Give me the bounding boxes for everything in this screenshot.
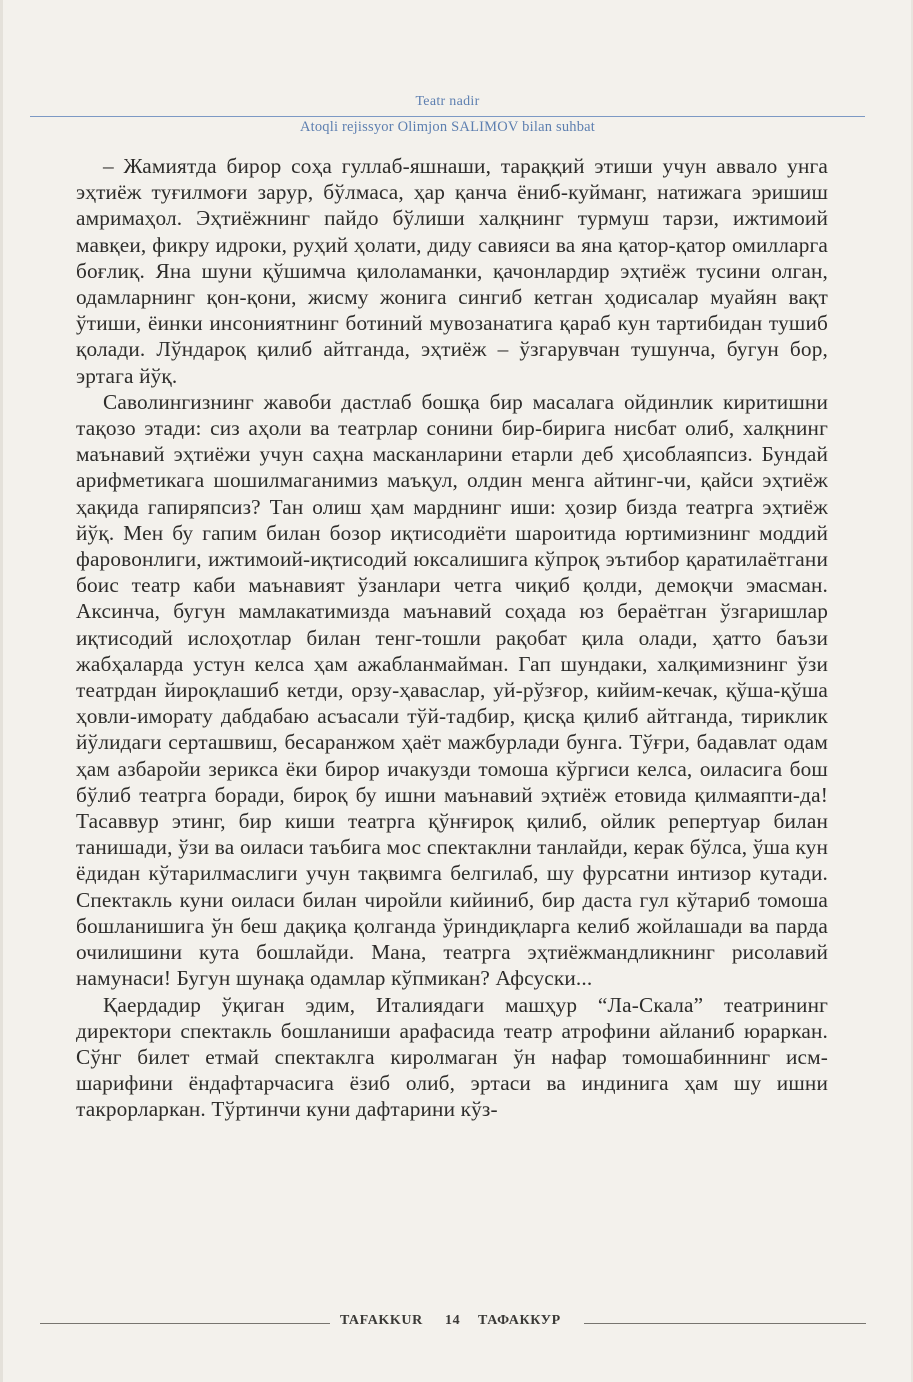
header-divider: [30, 116, 865, 117]
header-subtitle: Atoqli rejissyor Olimjon SALIMOV bilan suhbat: [299, 119, 596, 135]
footer-rule-right: [584, 1323, 866, 1324]
paragraph: Саволингизнинг жавоби дастлаб бошқа бир масалага ойдинлик киритишни тақозо этади: сиз аҳоли ва театрлар сонини бир-бирига нисбат олиб, халқнинг маънавий эҳтиёжи учун саҳна масканларини етарли деб ҳисоблаяпсиз. Бундай арифметикага шошилмаганимиз маъқул, олдин менга айтинг-чи, қайси эҳтиёж ҳақида гапиряпсиз? Тан олиш ҳам марднинг иши: ҳозир бизда театрга эҳтиёж йўқ. Мен бу гапим билан бозор иқтисодиёти шароитида юртимизнинг моддий фаровонлиги, ижтимоий-иқтисодий юксалишига кўпроқ эътибор қаратилаётгани боис театр каби маънавият ўзанлари четга чиқиб қолди, демоқчи эмасман. Аксинча, бугун мамлакатимизда маънавий соҳада юз бераётган ўзгаришлар иқтисодий ислоҳотлар билан тенг-тошли рақобат қила олади, ҳатто баъзи жабҳаларда устун келса ҳам ажабланмайман. Гап шундаки, халқимизнинг ўзи театрдан йироқлашиб кетди, орзу-ҳаваслар, уй-рўзғор, кийим-кечак, қўша-қўша ҳовли-иморату дабдабаю асъасали тўй-тадбир, қисқа қилиб айтганда, тириклик йўлидаги серташвиш, бесаранжом ҳаёт мажбурлади бунга. Тўғри, бадавлат одам ҳам азбаройи зерикса ёки бирор ичакузди томоша кўргиси келса, оиласига бош бўлиб театрга боради, бироқ бу ишни маънавий эҳтиёж етовида қилмаяпти-да! Тасаввур этинг, бир киши театрга қўнғироқ қилиб, ойлик репертуар билан танишади, ўзи ва оиласи таъбига мос спектаклни танлайди, керак бўлса, ўша кун ёдидан кўтарилмаслиги учун тақвимга белгилаб, шу фурсатни интизор кутади. Спектакль куни оиласи билан чиройли кийиниб, бир даста гул кўтариб томоша бошланишига ўн беш дақиқа қолганда ўриндиқларга келиб жойлашади ва парда очилишини кута бошлайди. Мана, театрга эҳтиёжмандликнинг рисолавий намунаси! Бугун шунақа одамлар кўпмикан? Афсуски...: [76, 389, 828, 991]
page-number: 14: [445, 1313, 461, 1328]
header-section-title: Teatr nadir: [415, 94, 480, 109]
paragraph: Қаердадир ўқиган эдим, Италиядаги машҳур “Ла-Скала” театрининг директори спектакль бошланиши арафасида театр атрофини айланиб юраркан. Сўнг билет етмай спектаклга киролмаган ўн нафар томошабиннинг исм-шарифини ёндафтарчасига ёзиб олиб, эртаси ва индинига ҳам шу ишни такрорларкан. Тўртинчи куни дафтарини кўз-: [76, 992, 828, 1122]
footer-rule-left: [40, 1323, 330, 1324]
footer-journal-cyrillic: ТАФАККУР: [478, 1313, 561, 1328]
page-footer: [40, 1311, 866, 1335]
article-body: [76, 153, 828, 1123]
paragraph: – Жамиятда бирор соҳа гуллаб-яшнаши, тараққий этиши учун аввало унга эҳтиёж туғилмоғи зарур, бўлмаса, ҳар қанча ёниб-куйманг, натижага эришиш амримаҳол. Эҳтиёжнинг пайдо бўлиши халқнинг турмуш тарзи, ижтимоий мавқеи, фикру идроки, руҳий ҳолати, диду савияси ва яна қатор-қатор омилларга боғлиқ. Яна шуни қўшимча қилоламанки, қачонлардир эҳтиёж тусини олган, одамларнинг қон-қони, жисму жонига сингиб кетган ҳодисалар муайян вақт ўтиши, ёинки инсониятнинг ботиний мувозанатига қараб кун тартибидан тушиб қолади. Лўндароқ қилиб айтганда, эҳтиёж – ўзгарувчан тушунча, бугун бор, эртага йўқ.: [76, 154, 828, 388]
footer-journal-latin: TAFAKKUR: [340, 1313, 423, 1328]
